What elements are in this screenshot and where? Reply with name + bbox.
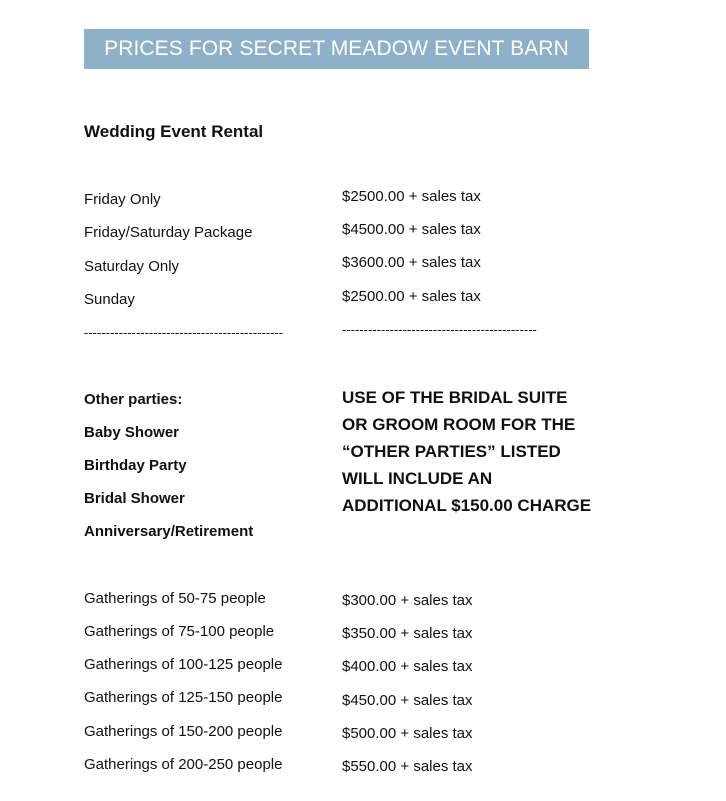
wedding-row-price: $2500.00 + sales tax [342,288,481,305]
other-party-item: Baby Shower [84,424,180,441]
wedding-row-price: $2500.00 + sales tax [342,188,481,205]
other-parties-title: Other parties: [84,391,183,408]
gathering-row-label: Gatherings of 150-200 people [84,723,283,740]
wedding-row-label: Sunday [84,291,135,308]
gathering-row-price: $400.00 + sales tax [342,658,473,675]
wedding-row-label: Friday Only [84,191,161,208]
gathering-row-price: $550.00 + sales tax [342,758,473,775]
wedding-row-price: $3600.00 + sales tax [342,254,481,271]
gathering-row-price: $500.00 + sales tax [342,725,473,742]
gathering-row-label: Gatherings of 75-100 people [84,623,275,640]
other-party-item: Anniversary/Retirement [84,523,254,540]
gathering-row-price: $350.00 + sales tax [342,625,473,642]
gathering-row-price: $450.00 + sales tax [342,692,473,709]
gathering-row-label: Gatherings of 200-250 people [84,756,283,773]
gathering-row-label: Gatherings of 50-75 people [84,590,266,607]
other-party-item: Bridal Shower [84,490,185,507]
page-title-banner: PRICES FOR SECRET MEADOW EVENT BARN [84,29,589,69]
divider-left: ---------------------------------------------- [84,325,284,340]
other-party-item: Birthday Party [84,457,187,474]
wedding-section-title: Wedding Event Rental [84,122,264,141]
wedding-row-label: Saturday Only [84,258,180,275]
gathering-row-label: Gatherings of 100-125 people [84,656,283,673]
gathering-row-price: $300.00 + sales tax [342,592,473,609]
wedding-row-label: Friday/Saturday Package [84,224,253,241]
bridal-suite-notice: USE OF THE BRIDAL SUITE OR GROOM ROOM FOR THE “OTHER PARTIES” LISTED WILL INCLUDE AN ADDITIONAL $150.00 CHARGE [342,388,592,515]
gathering-row-label: Gatherings of 125-150 people [84,689,283,706]
wedding-row-price: $4500.00 + sales tax [342,221,481,238]
divider-right: --------------------------------------------- [342,322,537,337]
